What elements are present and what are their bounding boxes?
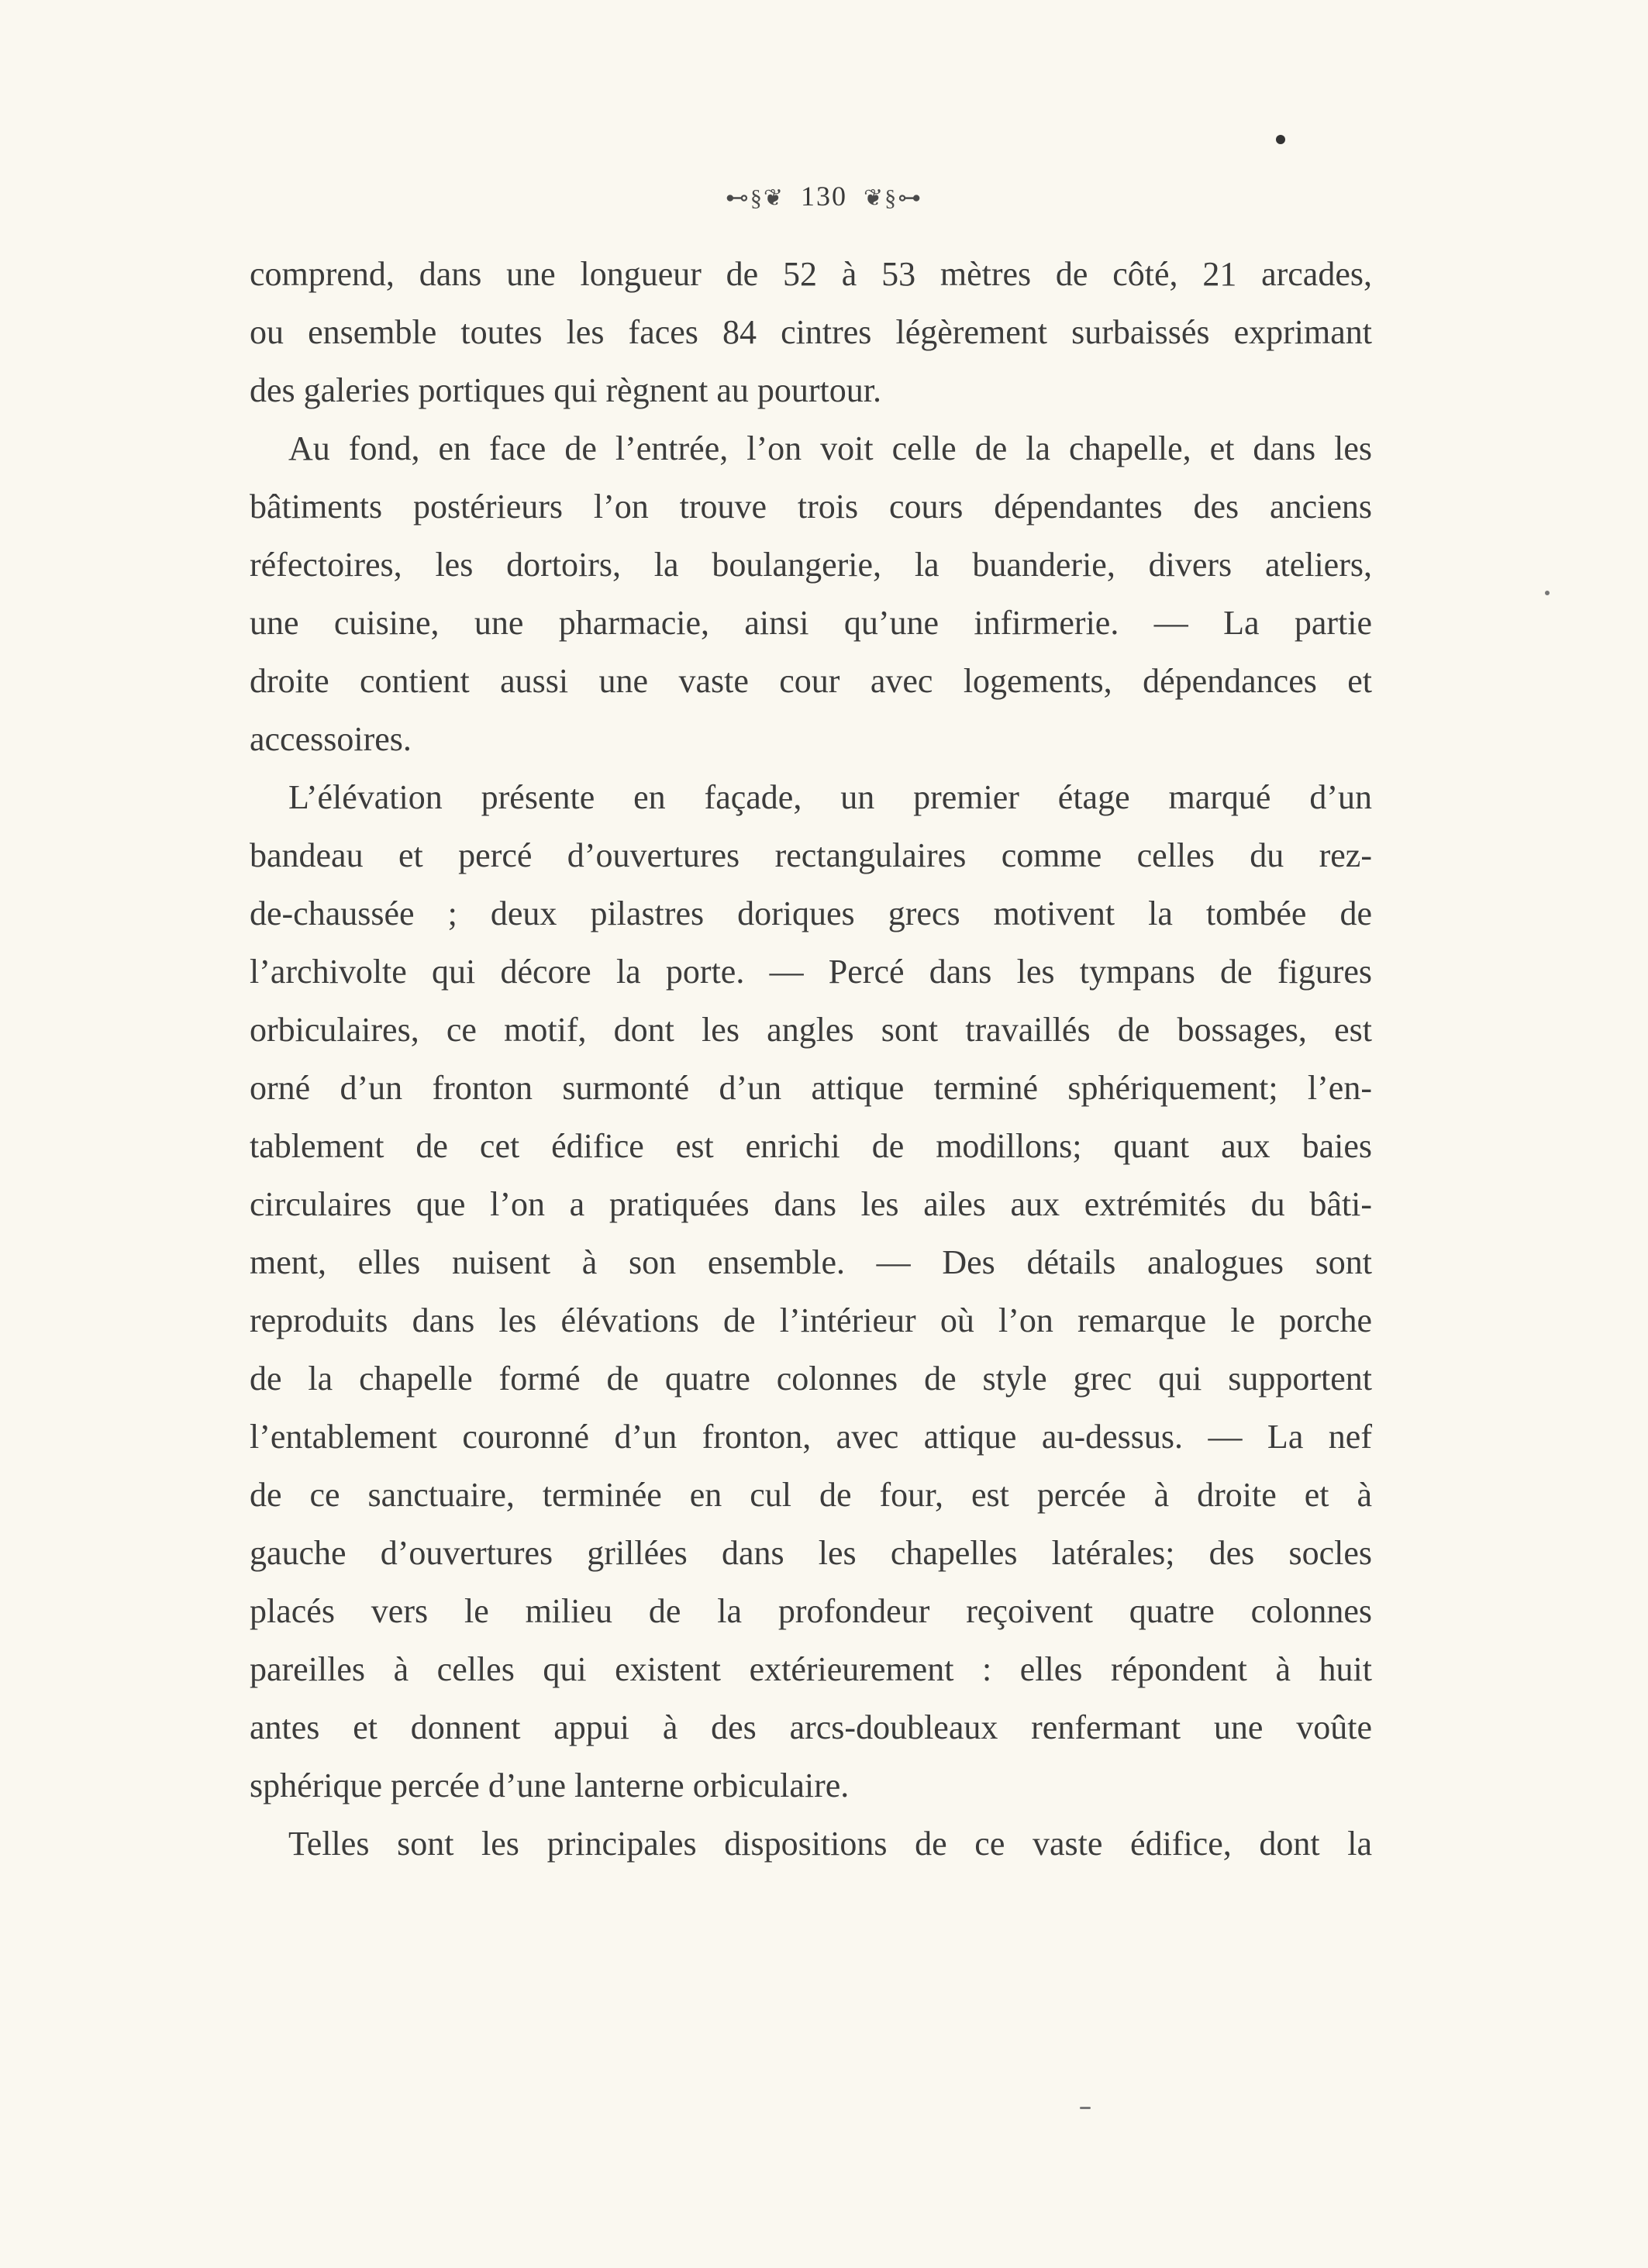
text-line: orné d’un fronton surmonté d’un attique terminé sphériquement; l’en- bbox=[250, 1069, 1372, 1107]
text-line: gauche d’ouvertures grillées dans les chapelles latérales; des socles bbox=[250, 1534, 1372, 1572]
text-line: tablement de cet édifice est enrichi de modillons; quant aux baies bbox=[250, 1127, 1372, 1165]
header-ornament-left: ⊷§❦ bbox=[725, 185, 784, 211]
text-line: L’élévation présente en façade, un premier étage marqué d’un bbox=[288, 778, 1372, 816]
text-line: reproduits dans les élévations de l’intérieur où l’on remarque le porche bbox=[250, 1301, 1372, 1339]
text-line: l’archivolte qui décore la porte. — Percé dans les tympans de figures bbox=[250, 953, 1372, 991]
text-line: orbiculaires, ce motif, dont les angles sont travaillés de bossages, est bbox=[250, 1011, 1372, 1049]
text-line: bâtiments postérieurs l’on trouve trois cours dépendantes des anciens bbox=[250, 488, 1372, 526]
ink-speck bbox=[1545, 591, 1550, 595]
header-ornament-right: ❦§⊶ bbox=[864, 185, 923, 211]
body-text bbox=[250, 245, 1372, 1873]
text-line: placés vers le milieu de la profondeur reçoivent quatre colonnes bbox=[250, 1592, 1372, 1630]
text-line: circulaires que l’on a pratiquées dans les ailes aux extrémités du bâti- bbox=[250, 1185, 1372, 1223]
text-line: comprend, dans une longueur de 52 à 53 mètres de côté, 21 arcades, bbox=[250, 255, 1372, 293]
page-header bbox=[0, 180, 1648, 212]
text-line: bandeau et percé d’ouvertures rectangulaires comme celles du rez- bbox=[250, 836, 1372, 874]
text-line: accessoires. bbox=[250, 720, 412, 758]
text-line: droite contient aussi une vaste cour avec logements, dépendances et bbox=[250, 662, 1372, 700]
text-line: de ce sanctuaire, terminée en cul de four, est percée à droite et à bbox=[250, 1476, 1372, 1514]
text-line: Telles sont les principales dispositions de ce vaste édifice, dont la bbox=[288, 1825, 1372, 1863]
text-line: de la chapelle formé de quatre colonnes de style grec qui supportent bbox=[250, 1360, 1372, 1398]
ink-dot bbox=[1276, 135, 1285, 144]
page-number: 130 bbox=[801, 181, 847, 212]
text-line: une cuisine, une pharmacie, ainsi qu’une infirmerie. — La partie bbox=[250, 604, 1372, 642]
text-line: pareilles à celles qui existent extérieurement : elles répondent à huit bbox=[250, 1650, 1372, 1688]
text-line: sphérique percée d’une lanterne orbiculaire. bbox=[250, 1766, 850, 1804]
text-line: ou ensemble toutes les faces 84 cintres légèrement surbaissés exprimant bbox=[250, 313, 1372, 351]
text-line: antes et donnent appui à des arcs-doubleaux renfermant une voûte bbox=[250, 1708, 1372, 1746]
text-line: des galeries portiques qui règnent au pourtour. bbox=[250, 371, 882, 409]
text-line: Au fond, en face de l’entrée, l’on voit celle de la chapelle, et dans les bbox=[288, 429, 1372, 467]
text-line: réfectoires, les dortoirs, la boulangerie, la buanderie, divers ateliers, bbox=[250, 546, 1372, 584]
text-line: de-chaussée ; deux pilastres doriques grecs motivent la tombée de bbox=[250, 894, 1372, 932]
ink-speck bbox=[1080, 2107, 1091, 2109]
text-line: ment, elles nuisent à son ensemble. — Des détails analogues sont bbox=[250, 1243, 1372, 1281]
text-line: l’entablement couronné d’un fronton, avec attique au-dessus. — La nef bbox=[250, 1418, 1372, 1456]
